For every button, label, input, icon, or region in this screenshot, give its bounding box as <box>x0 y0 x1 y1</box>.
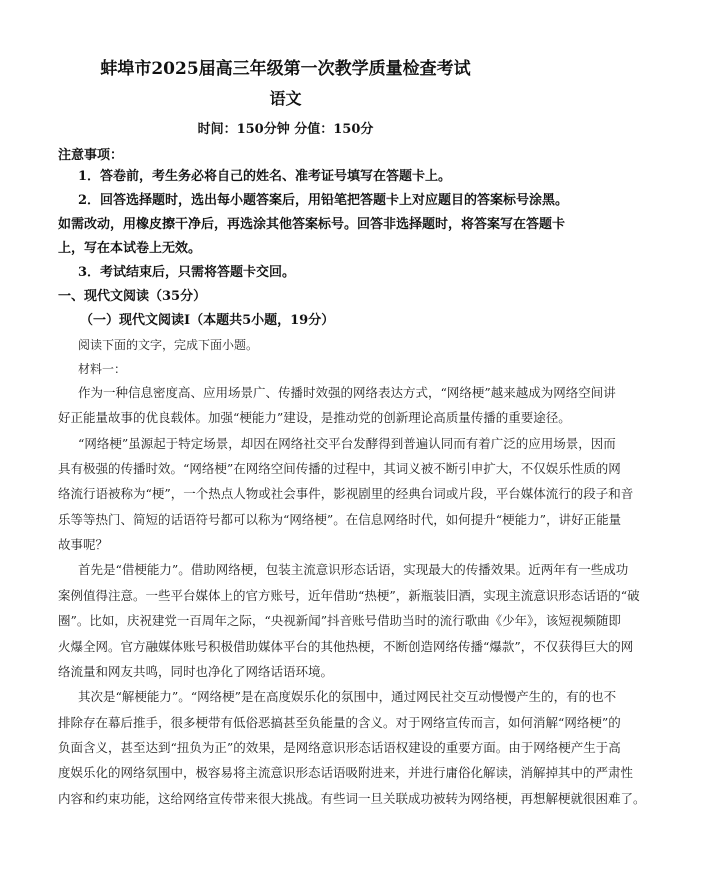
passage-line: 络流量和网友共鸣，同时也净化了网络话语环境。 <box>58 663 334 679</box>
passage-line: 火爆全网。官方融媒体账号积极借助媒体平台的其他热梗，不断创造网络传播“爆款”，不仅获得巨大的网 <box>58 638 634 654</box>
passage-line: 故事呢？ <box>58 537 109 553</box>
reading-instruction: 阅读下面的文字，完成下面小题。 <box>78 338 259 352</box>
passage-line: 乐等等热门、简短的话语符号都可以称为“网络梗”。在信息网络时代，如何提升“梗能力”，讲好正能量 <box>58 511 622 527</box>
notice-item-2-line: 如需改动，用橡皮擦干净后，再选涂其他答案标号。回答非选择题时，将答案写在答题卡 <box>58 217 566 232</box>
passage-line: 具有极强的传播时效。“网络梗”在网络空间传播的过程中，其词义被不断引申扩大，不仅娱乐性质的网 <box>58 461 621 477</box>
time-score: 时间：150分钟 分值：150分 <box>197 122 374 137</box>
exam-title: 蚌埠市2025届高三年级第一次教学质量检查考试 <box>100 59 471 79</box>
passage-line: 圈”。比如，庆祝建党一百周年之际，“央视新闻”抖音账号借助当时的流行歌曲《少年》，该短视频随即 <box>58 613 621 629</box>
notice-heading: 注意事项： <box>58 148 124 163</box>
passage-line: 排除存在幕后推手，很多梗带有低俗恶搞甚至负能量的含义。对于网络宣传而言，如何消解“网络梗”的 <box>58 714 621 730</box>
subject-title: 语文 <box>269 89 302 108</box>
subsection-heading: （一）现代文阅读Ⅰ（本题共5小题，19分） <box>80 313 335 328</box>
passage-line: 案例值得注意。一些平台媒体上的官方账号，近年借助“热梗”，新瓶装旧酒，实现主流意识形态话语的“破 <box>58 587 640 603</box>
notice-item-1: 1．答卷前，考生务必将自己的姓名、准考证号填写在答题卡上。 <box>78 169 452 184</box>
passage-line: “网络梗”虽源起于特定场景，却因在网络社交平台发酵得到普遍认同而有着广泛的应用场景，因而 <box>78 435 616 451</box>
passage-line: 度娱乐化的网络氛围中，极容易将主流意识形态话语吸附进来，并进行庸俗化解读，消解掉其中的严肃性 <box>58 765 634 781</box>
notice-item-2-line: 上，写在本试卷上无效。 <box>58 241 202 256</box>
passage-line: 其次是“解梗能力”。“网络梗”是在高度娱乐化的氛围中，通过网民社交互动慢慢产生的，有的也不 <box>78 689 617 705</box>
passage-line: 络流行语被称为“梗”，一个热点人物或社会事件，影视剧里的经典台词或片段，平台媒体流行的段子和音 <box>58 486 634 502</box>
section-heading: 一、现代文阅读（35分） <box>58 289 207 304</box>
passage-line: 好正能量故事的优良载体。加强“梗能力”建设，是推动党的创新理论高质量传播的重要途径。 <box>58 410 571 426</box>
passage-line: 首先是“借梗能力”。借助网络梗，包装主流意识形态话语，实现最大的传播效果。近两年有一些成功 <box>78 562 629 578</box>
notice-item-3: 3．考试结束后，只需将答题卡交回。 <box>78 265 296 280</box>
material-label: 材料一： <box>78 362 127 376</box>
passage-line: 负面含义，甚至达到“扭负为正”的效果，是网络意识形态话语权建设的重要方面。由于网络梗产生于高 <box>58 739 621 755</box>
passage-line: 内容和约束功能，这给网络宣传带来很大挑战。有些词一旦关联成功被转为网络梗，再想解梗就很困难了。 <box>58 790 646 806</box>
notice-item-2-line: 2．回答选择题时，选出每小题答案后，用铅笔把答题卡上对应题目的答案标号涂黑。 <box>78 193 569 208</box>
passage-line: 作为一种信息密度高、应用场景广、传播时效强的网络表达方式，“网络梗”越来越成为网络空间讲 <box>78 385 616 400</box>
